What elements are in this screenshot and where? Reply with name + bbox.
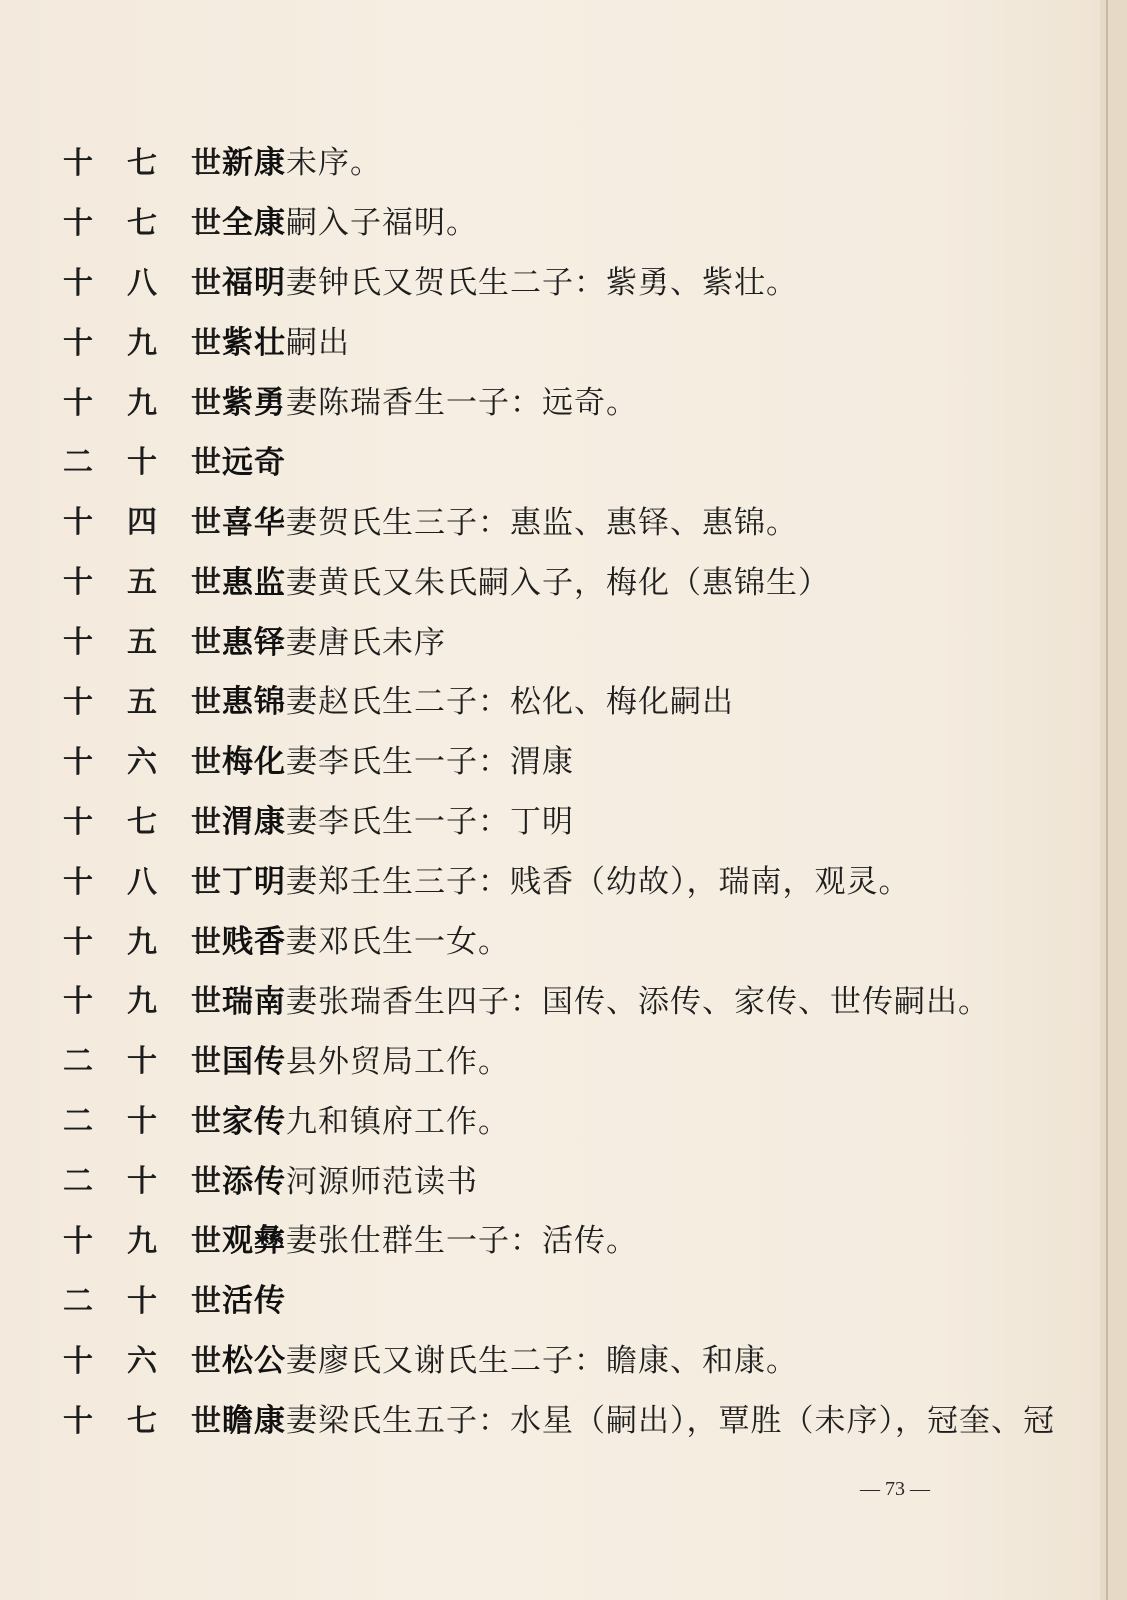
genealogy-entry <box>62 429 1062 489</box>
generation-char: 世 <box>191 1104 221 1140</box>
person-name: 喜华 <box>222 504 286 541</box>
person-description: 妻郑壬生三子：贱香（幼故），瑞南，观灵。 <box>286 864 911 901</box>
generation-label <box>62 557 222 601</box>
generation-char: 世 <box>191 145 221 181</box>
generation-char: 七 <box>127 804 157 840</box>
genealogy-entry <box>62 130 1062 190</box>
generation-char: 二 <box>63 1104 93 1140</box>
generation-char: 世 <box>191 1044 221 1080</box>
generation-char: 十 <box>63 625 93 661</box>
generation-label <box>62 198 222 242</box>
genealogy-entry <box>62 1028 1062 1088</box>
genealogy-entry <box>62 1328 1062 1388</box>
person-name: 渭康 <box>222 804 286 841</box>
entry-text <box>222 1215 638 1260</box>
person-name: 瑞南 <box>222 983 286 1020</box>
generation-char: 十 <box>63 744 93 780</box>
generation-char: 七 <box>127 205 157 241</box>
generation-label <box>62 1216 222 1260</box>
person-description: 妻邓氏生一女。 <box>286 924 510 961</box>
entry-text <box>222 557 830 602</box>
genealogy-entry <box>62 1388 1062 1448</box>
person-name: 福明 <box>222 265 286 302</box>
genealogy-entry <box>62 669 1062 729</box>
page-number: — 73 — <box>860 1478 930 1500</box>
person-description: 妻梁氏生五子：水星（嗣出），覃胜（未序），冠奎、冠 <box>286 1403 1055 1440</box>
genealogy-entry <box>62 250 1062 310</box>
person-name: 活传 <box>222 1283 286 1320</box>
generation-char: 九 <box>127 385 157 421</box>
entry-text <box>222 137 382 182</box>
generation-char: 八 <box>127 864 157 900</box>
generation-char: 五 <box>127 565 157 601</box>
generation-label <box>62 1036 222 1080</box>
generation-char: 七 <box>127 1403 157 1439</box>
genealogy-entry <box>62 370 1062 430</box>
genealogy-entry <box>62 909 1062 969</box>
genealogy-entry <box>62 1208 1062 1268</box>
generation-char: 世 <box>191 505 221 541</box>
person-name: 松公 <box>222 1343 286 1380</box>
generation-char: 九 <box>127 984 157 1020</box>
entry-text <box>222 377 638 422</box>
generation-char: 世 <box>191 1403 221 1439</box>
generation-char: 世 <box>191 325 221 361</box>
generation-label <box>62 1396 222 1440</box>
person-name: 贱香 <box>222 924 286 961</box>
generation-char: 十 <box>63 1223 93 1259</box>
entry-text <box>222 1156 478 1201</box>
generation-char: 十 <box>63 205 93 241</box>
generation-label <box>62 617 222 661</box>
person-description: 妻赵氏生二子：松化、梅化嗣出 <box>286 684 734 721</box>
person-name: 家传 <box>222 1103 286 1140</box>
generation-char: 十 <box>63 804 93 840</box>
generation-label <box>62 318 222 362</box>
generation-char: 世 <box>191 744 221 780</box>
person-name: 紫勇 <box>222 385 286 421</box>
person-description: 妻张瑞香生四子：国传、添传、家传、世传嗣出。 <box>286 983 990 1020</box>
generation-char: 十 <box>63 1403 93 1439</box>
generation-label <box>62 1096 222 1140</box>
person-name: 丁明 <box>222 864 286 901</box>
person-description: 妻贺氏生三子：惠监、惠铎、惠锦。 <box>286 504 798 541</box>
generation-char: 二 <box>63 1164 93 1200</box>
generation-char: 十 <box>63 325 93 361</box>
generation-char: 世 <box>191 1343 221 1379</box>
generation-char: 世 <box>191 625 221 661</box>
person-description: 妻廖氏又谢氏生二子：瞻康、和康。 <box>286 1343 798 1380</box>
generation-char: 七 <box>127 145 157 181</box>
generation-char: 二 <box>63 1044 93 1080</box>
genealogy-entry <box>62 190 1062 250</box>
generation-char: 世 <box>191 984 221 1020</box>
entry-text <box>222 856 911 901</box>
generation-char: 十 <box>63 505 93 541</box>
person-name: 惠锦 <box>222 684 286 721</box>
person-name: 惠铎 <box>222 624 286 661</box>
person-name: 国传 <box>222 1043 286 1080</box>
person-name: 瞻康 <box>222 1403 286 1440</box>
generation-char: 十 <box>63 864 93 900</box>
generation-char: 九 <box>127 325 157 361</box>
genealogy-entry <box>62 849 1062 909</box>
person-name: 紫壮 <box>222 325 286 362</box>
genealogy-entries <box>62 130 1062 1448</box>
person-description: 九和镇府工作。 <box>286 1103 510 1140</box>
generation-label <box>62 1156 222 1200</box>
genealogy-entry <box>62 609 1062 669</box>
entry-text <box>222 736 574 781</box>
entry-text <box>222 317 350 362</box>
genealogy-entry <box>62 968 1062 1028</box>
entry-text <box>222 1335 798 1380</box>
generation-char: 世 <box>191 445 221 481</box>
generation-label <box>62 497 222 541</box>
generation-char: 世 <box>191 804 221 840</box>
generation-char: 八 <box>127 265 157 301</box>
entry-text <box>222 796 574 841</box>
person-description: 妻李氏生一子：渭康 <box>286 744 574 781</box>
generation-char: 六 <box>127 1343 157 1379</box>
page-edge <box>1100 0 1127 1600</box>
generation-char: 世 <box>191 1223 221 1259</box>
person-name: 添传 <box>222 1163 286 1200</box>
entry-text <box>222 916 510 961</box>
generation-char: 十 <box>63 1343 93 1379</box>
person-description: 妻张仕群生一子：活传。 <box>286 1223 638 1260</box>
generation-label <box>62 1276 222 1320</box>
person-description: 嗣出 <box>286 325 350 362</box>
entry-text <box>222 976 990 1021</box>
genealogy-entry <box>62 489 1062 549</box>
generation-char: 十 <box>63 924 93 960</box>
person-description: 河源师范读书 <box>286 1163 478 1200</box>
generation-char: 二 <box>63 445 93 481</box>
generation-label <box>62 258 222 302</box>
generation-char: 世 <box>191 924 221 960</box>
entry-text <box>222 197 478 242</box>
generation-label <box>62 737 222 781</box>
generation-char: 九 <box>127 1223 157 1259</box>
person-description: 妻唐氏未序 <box>286 624 446 661</box>
genealogy-entry <box>62 310 1062 370</box>
person-description: 妻黄氏又朱氏嗣入子，梅化（惠锦生） <box>286 564 830 601</box>
generation-char: 六 <box>127 744 157 780</box>
generation-label <box>62 677 222 721</box>
person-name: 远奇 <box>222 444 286 481</box>
person-description: 妻钟氏又贺氏生二子：紫勇、紫壮。 <box>286 265 798 302</box>
generation-label <box>62 378 222 422</box>
generation-char: 二 <box>63 1283 93 1319</box>
generation-char: 十 <box>63 565 93 601</box>
entry-text <box>222 1036 510 1081</box>
generation-char: 十 <box>127 1283 157 1319</box>
generation-char: 世 <box>191 684 221 720</box>
generation-char: 五 <box>127 684 157 720</box>
generation-label <box>62 138 222 182</box>
person-name: 观彝 <box>222 1223 286 1260</box>
generation-char: 十 <box>127 1044 157 1080</box>
generation-char: 世 <box>191 265 221 301</box>
generation-char: 九 <box>127 924 157 960</box>
generation-char: 世 <box>191 1164 221 1200</box>
genealogy-entry <box>62 729 1062 789</box>
generation-char: 世 <box>191 385 221 421</box>
person-name: 新康 <box>222 145 286 182</box>
generation-char: 十 <box>127 1104 157 1140</box>
genealogy-entry <box>62 1148 1062 1208</box>
genealogy-entry <box>62 789 1062 849</box>
generation-char: 五 <box>127 625 157 661</box>
generation-char: 四 <box>127 505 157 541</box>
entry-text <box>222 617 446 662</box>
generation-char: 十 <box>63 385 93 421</box>
person-name: 惠监 <box>222 564 286 601</box>
generation-char: 世 <box>191 205 221 241</box>
genealogy-entry <box>62 1088 1062 1148</box>
generation-label <box>62 797 222 841</box>
generation-label <box>62 857 222 901</box>
entry-text <box>222 676 734 721</box>
person-name: 梅化 <box>222 744 286 781</box>
person-description: 妻陈瑞香生一子：远奇。 <box>286 385 638 421</box>
generation-char: 十 <box>63 145 93 181</box>
generation-label <box>62 917 222 961</box>
generation-char: 世 <box>191 565 221 601</box>
entry-text <box>222 497 798 542</box>
generation-label <box>62 1336 222 1380</box>
generation-char: 十 <box>63 265 93 301</box>
entry-text <box>222 1275 286 1320</box>
person-description: 未序。 <box>286 145 382 182</box>
generation-label <box>62 437 222 481</box>
genealogy-entry <box>62 1268 1062 1328</box>
generation-char: 世 <box>191 1283 221 1319</box>
person-name: 全康 <box>222 205 286 242</box>
person-description: 妻李氏生一子：丁明 <box>286 804 574 841</box>
person-description: 嗣入子福明。 <box>286 205 478 242</box>
entry-text <box>222 1395 1055 1440</box>
generation-char: 十 <box>63 684 93 720</box>
person-description: 县外贸局工作。 <box>286 1043 510 1080</box>
generation-char: 十 <box>127 445 157 481</box>
genealogy-entry <box>62 549 1062 609</box>
entry-text <box>222 437 286 482</box>
generation-char: 十 <box>63 984 93 1020</box>
generation-char: 十 <box>127 1164 157 1200</box>
entry-text <box>222 257 798 302</box>
entry-text <box>222 1096 510 1141</box>
generation-label <box>62 976 222 1020</box>
generation-char: 世 <box>191 864 221 900</box>
